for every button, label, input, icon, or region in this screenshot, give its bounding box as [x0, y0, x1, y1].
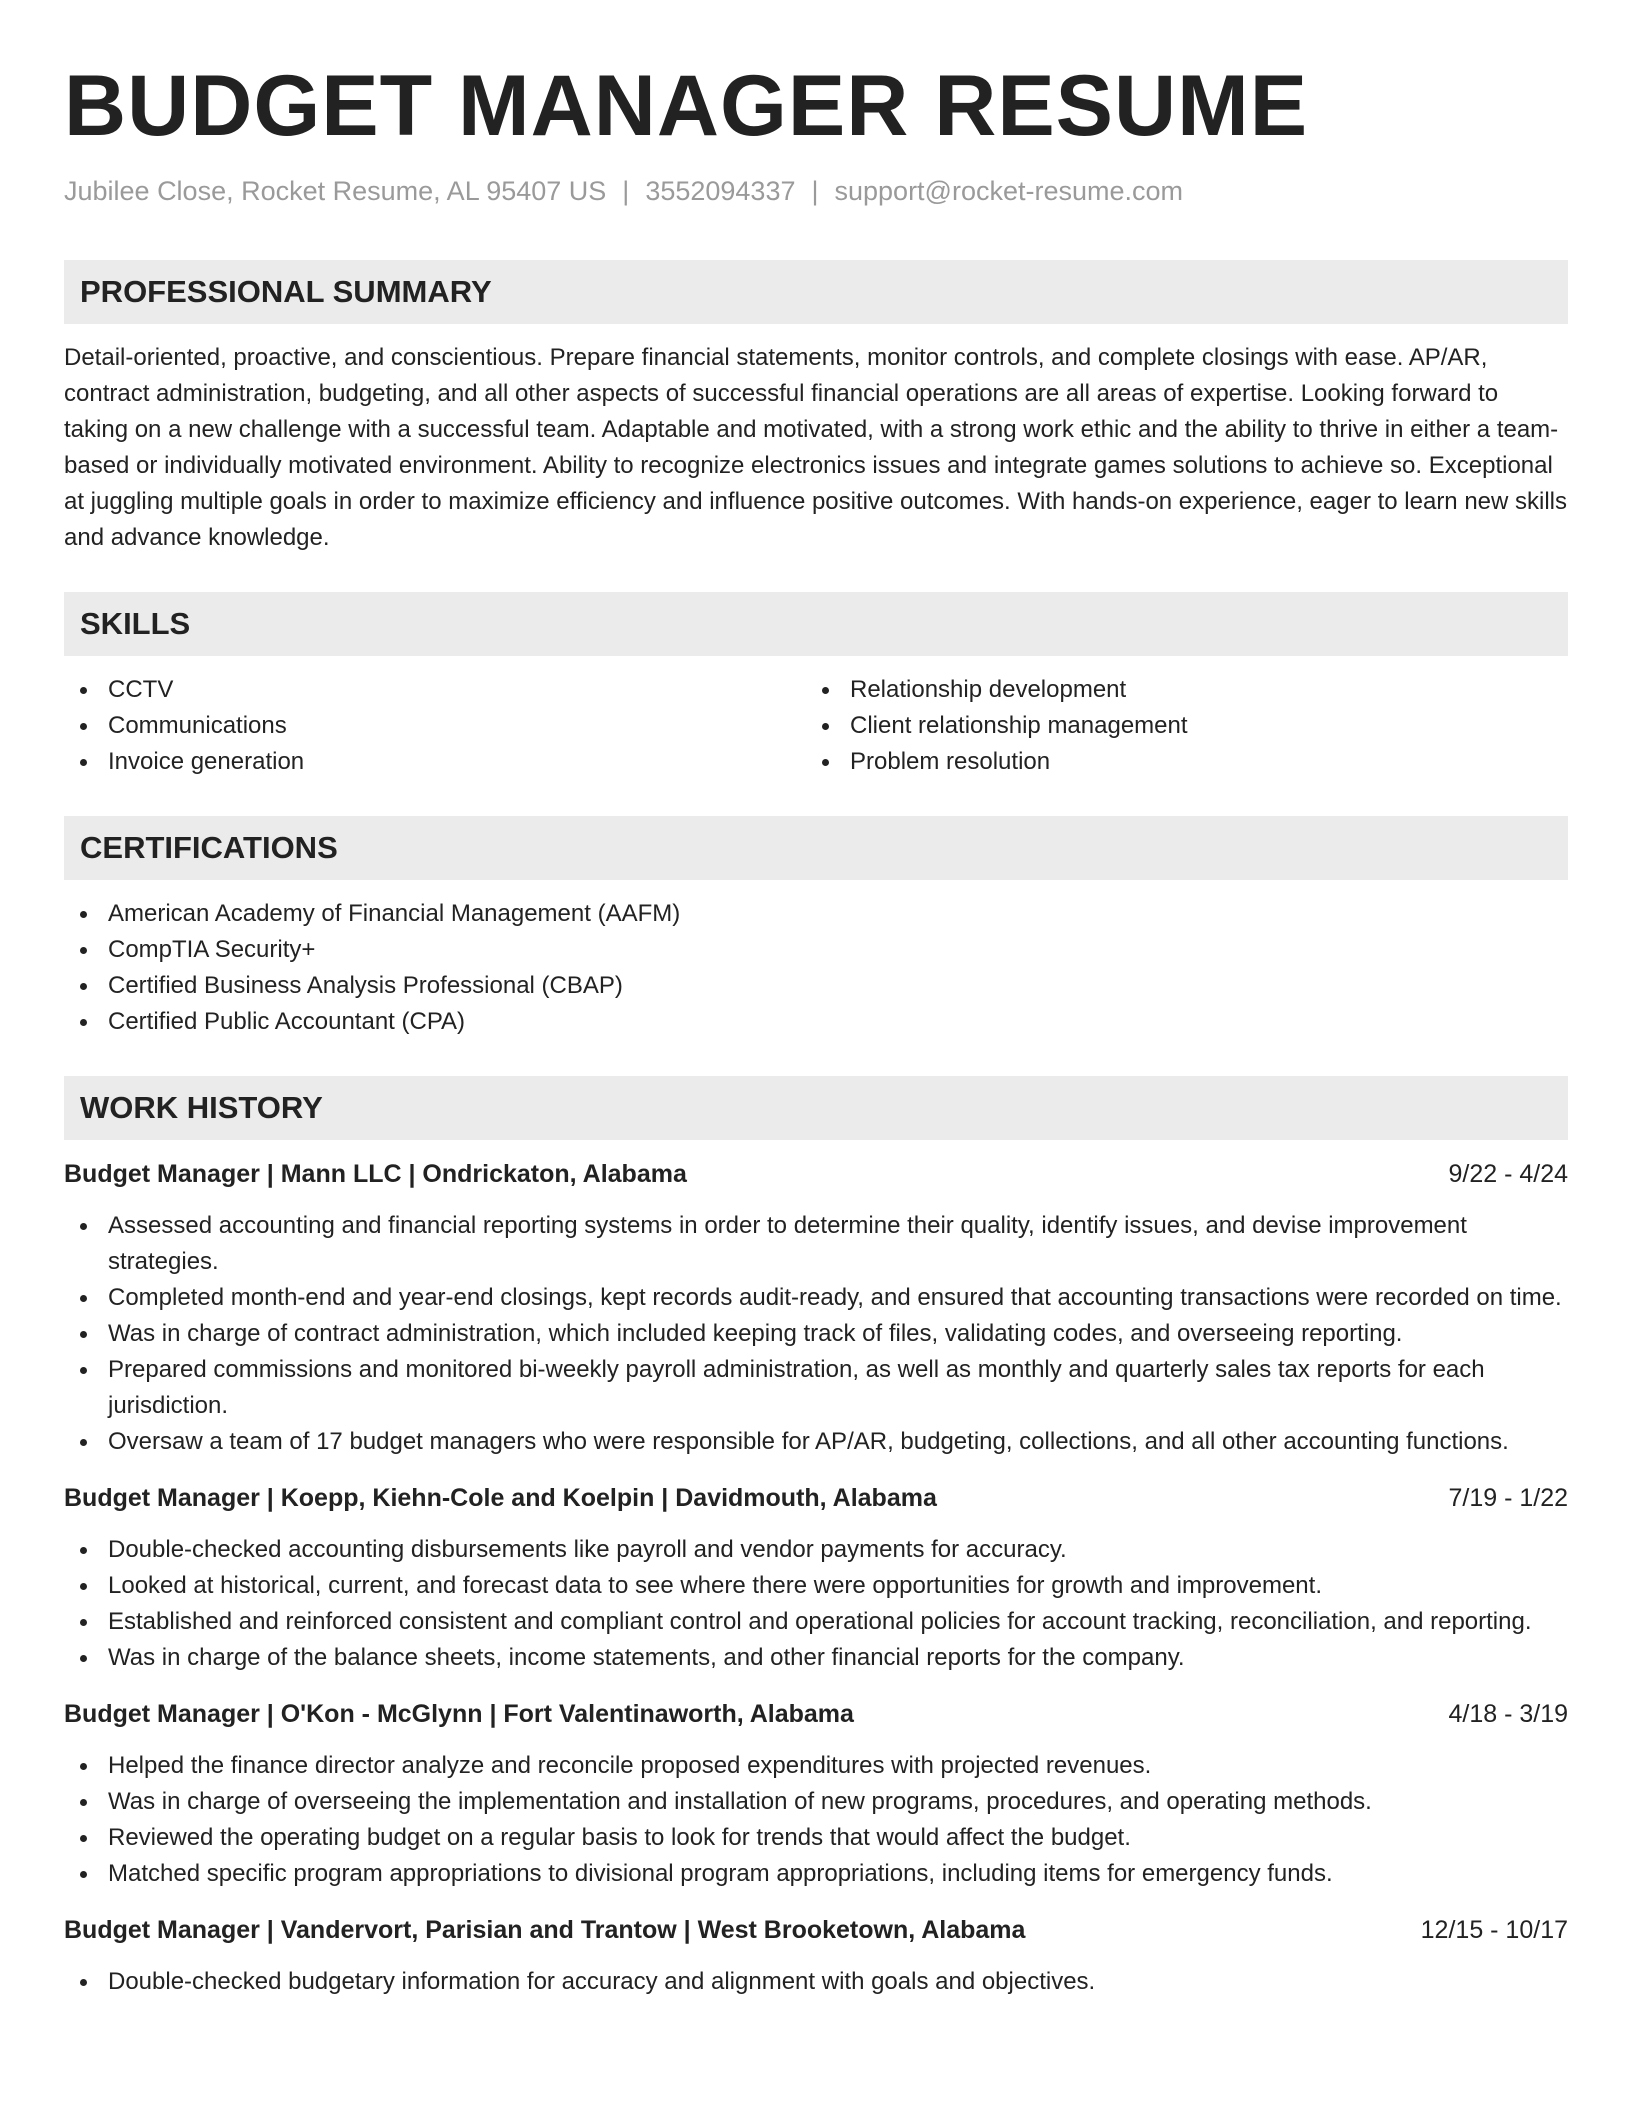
job-bullet: Double-checked accounting disbursements like payroll and vendor payments for accuracy.: [64, 1532, 1568, 1568]
job-bullet: Double-checked budgetary information for accuracy and alignment with goals and objectives.: [64, 1964, 1568, 2000]
section-heading-summary: PROFESSIONAL SUMMARY: [64, 260, 1568, 324]
job-header: [64, 1156, 1568, 1192]
certification-item: Certified Public Accountant (CPA): [64, 1004, 1568, 1040]
job-bullet: Assessed accounting and financial reporting systems in order to determine their quality, identify issues, and devise improvement strategies.: [64, 1208, 1568, 1280]
job-bullets: [64, 1532, 1568, 1676]
job-bullets: [64, 1748, 1568, 1892]
job-title: Budget Manager | Mann LLC | Ondrickaton, Alabama: [64, 1160, 687, 1188]
job-bullet: Matched specific program appropriations to divisional program appropriations, including items for emergency funds.: [64, 1856, 1568, 1892]
job-bullet: Was in charge of overseeing the implementation and installation of new programs, procedures, and operating methods.: [64, 1784, 1568, 1820]
job-title: Budget Manager | Vandervort, Parisian and Trantow | West Brooketown, Alabama: [64, 1916, 1026, 1944]
summary-text: Detail-oriented, proactive, and conscientious. Prepare financial statements, monitor controls, and complete closings with ease. AP/AR, contract administration, budgeting, and all other aspects of successful financial operations are all areas of expertise. Looking forward to taking on a new challenge with a successful team. Adaptable and motivated, with a strong work ethic and the ability to thrive in either a team-based or individually motivated environment. Ability to recognize electronics issues and integrate games solutions to achieve so. Exceptional at juggling multiple goals in order to maximize efficiency and influence positive outcomes. With hands-on experience, eager to learn new skills and advance knowledge.: [64, 344, 1568, 551]
contact-separator: |: [811, 176, 819, 206]
job-bullet: Was in charge of contract administration, which included keeping track of files, validating codes, and overseeing reporting.: [64, 1316, 1568, 1352]
contact-phone: 3552094337: [645, 176, 796, 206]
contact-email: support@rocket-resume.com: [834, 176, 1184, 206]
contact-address: Jubilee Close, Rocket Resume, AL 95407 US: [64, 176, 607, 206]
skill-item: Relationship development: [806, 672, 1548, 708]
certification-item: Certified Business Analysis Professional (CBAP): [64, 968, 1568, 1004]
skills-list: [64, 672, 1568, 780]
job-bullet: Looked at historical, current, and forecast data to see where there were opportunities for growth and improvement.: [64, 1568, 1568, 1604]
job-dates: 4/18 - 3/19: [1448, 1700, 1568, 1728]
section-heading-work-history: WORK HISTORY: [64, 1076, 1568, 1140]
job-bullet: Oversaw a team of 17 budget managers who were responsible for AP/AR, budgeting, collections, and all other accounting functions.: [64, 1424, 1568, 1460]
job-title: Budget Manager | Koepp, Kiehn-Cole and Koelpin | Davidmouth, Alabama: [64, 1484, 937, 1512]
contact-line: [64, 174, 1568, 208]
contact-separator: |: [622, 176, 630, 206]
job-header: [64, 1480, 1568, 1516]
job-header: [64, 1696, 1568, 1732]
job-bullet: Was in charge of the balance sheets, income statements, and other financial reports for the company.: [64, 1640, 1568, 1676]
job-bullet: Completed month-end and year-end closings, kept records audit-ready, and ensured that accounting transactions were recorded on time.: [64, 1280, 1568, 1316]
job-dates: 7/19 - 1/22: [1448, 1484, 1568, 1512]
skill-item: Communications: [64, 708, 806, 744]
job-bullet: Helped the finance director analyze and reconcile proposed expenditures with projected revenues.: [64, 1748, 1568, 1784]
job-bullet: Prepared commissions and monitored bi-weekly payroll administration, as well as monthly and quarterly sales tax reports for each jurisdiction.: [64, 1352, 1568, 1424]
job-bullet: Reviewed the operating budget on a regular basis to look for trends that would affect the budget.: [64, 1820, 1568, 1856]
resume-title: BUDGET MANAGER RESUME: [64, 58, 1309, 154]
job-bullet: Established and reinforced consistent and compliant control and operational policies for account tracking, reconciliation, and reporting.: [64, 1604, 1568, 1640]
resume-page: [64, 0, 1568, 2000]
section-heading-skills: SKILLS: [64, 592, 1568, 656]
job-dates: 9/22 - 4/24: [1448, 1160, 1568, 1188]
job-dates: 12/15 - 10/17: [1420, 1916, 1568, 1944]
certification-item: CompTIA Security+: [64, 932, 1568, 968]
job-title: Budget Manager | O'Kon - McGlynn | Fort Valentinaworth, Alabama: [64, 1700, 854, 1728]
skill-item: Problem resolution: [806, 744, 1548, 780]
job-header: [64, 1912, 1568, 1948]
skills-column-right: [806, 672, 1548, 780]
job-bullets: [64, 1208, 1568, 1460]
certification-item: American Academy of Financial Management (AAFM): [64, 896, 1568, 932]
job-bullets: [64, 1964, 1568, 2000]
skills-column-left: [64, 672, 806, 780]
certifications-list: [64, 896, 1568, 1040]
skill-item: CCTV: [64, 672, 806, 708]
skill-item: Invoice generation: [64, 744, 806, 780]
skill-item: Client relationship management: [806, 708, 1548, 744]
section-heading-certifications: CERTIFICATIONS: [64, 816, 1568, 880]
